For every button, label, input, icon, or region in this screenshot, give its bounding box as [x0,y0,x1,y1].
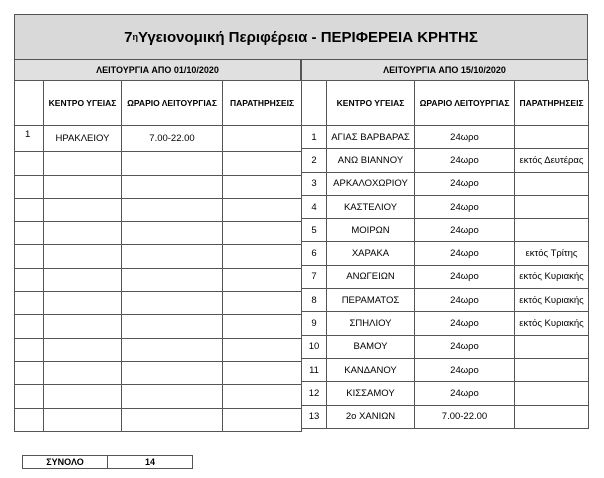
table-cell: εκτός Τρίτης [515,242,589,265]
table-cell [223,245,302,268]
table-row [15,175,302,198]
right-header-cell: ΚΕΝΤΡΟ ΥΓΕΙΑΣ [327,81,415,126]
table-cell [122,245,223,268]
table-cell [223,385,302,408]
table-row [302,265,589,288]
table-cell: 24ωρο [415,265,515,288]
table-cell [223,338,302,361]
table-cell: 7.00-22.00 [415,405,515,428]
table-cell [515,195,589,218]
table-cell [223,292,302,315]
left-header-cell: ΩΡΑΡΙΟ ΛΕΙΤΟΥΡΓΙΑΣ [122,81,223,126]
table-cell: 24ωρο [415,358,515,381]
table-cell: 9 [302,312,327,335]
right-header-cell [302,81,327,126]
table-cell: ΒΑΜΟΥ [327,335,415,358]
table-cell [44,198,122,221]
table-cell: 2ο ΧΑΝΙΩΝ [327,405,415,428]
title-prefix: 7 [124,28,133,46]
table-cell [515,219,589,242]
table-cell [122,408,223,431]
table-row [302,172,589,195]
table-cell: 24ωρο [415,172,515,195]
table-cell [122,315,223,338]
table-cell: 24ωρο [415,195,515,218]
total-label: ΣΥΝΟΛΟ [23,456,108,469]
table-cell [15,408,44,431]
table-cell: 24ωρο [415,242,515,265]
table-cell [515,335,589,358]
right-table [301,80,589,429]
schedule-sheet [14,14,588,432]
table-cell: ΑΓΙΑΣ ΒΑΡΒΑΡΑΣ [327,126,415,149]
table-cell: 8 [302,289,327,312]
table-cell [15,245,44,268]
table-row [15,198,302,221]
table-cell: 7 [302,265,327,288]
table-cell [44,315,122,338]
table-cell: εκτός Κυριακής [515,312,589,335]
table-cell: εκτός Κυριακής [515,265,589,288]
table-cell: 13 [302,405,327,428]
table-cell [15,175,44,198]
table-cell [122,268,223,291]
table-cell: 7.00-22.00 [122,126,223,152]
table-cell: ΑΝΩΓΕΙΩΝ [327,265,415,288]
table-row [15,338,302,361]
table-cell [44,361,122,384]
table-cell [44,385,122,408]
table-cell [44,268,122,291]
table-row [15,222,302,245]
table-cell [515,405,589,428]
table-cell: ΣΠΗΛΙΟΥ [327,312,415,335]
table-row [15,268,302,291]
table-cell: 24ωρο [415,219,515,242]
table-cell [44,408,122,431]
table-row [15,315,302,338]
table-cell: 24ωρο [415,312,515,335]
table-cell: ΚΙΣΣΑΜΟΥ [327,382,415,405]
table-cell [223,152,302,175]
left-table [14,80,302,432]
table-cell [15,338,44,361]
table-cell [15,222,44,245]
table-cell: 24ωρο [415,382,515,405]
right-section-header: ΛΕΙΤΟΥΡΓΙΑ ΑΠΟ 15/10/2020 [301,59,588,81]
table-row [302,289,589,312]
table-cell [223,408,302,431]
table-row [302,195,589,218]
table-row [302,219,589,242]
table-row [302,149,589,172]
table-cell: 24ωρο [415,126,515,149]
table-row [302,312,589,335]
table-cell: ΚΑΝΔΑΝΟΥ [327,358,415,381]
table-row [302,126,589,149]
table-row [15,152,302,175]
table-row [302,358,589,381]
table-cell: 6 [302,242,327,265]
table-cell [15,292,44,315]
table-cell: 2 [302,149,327,172]
table-row [302,405,589,428]
table-cell: ΗΡΑΚΛΕΙΟΥ [44,126,122,152]
table-cell [44,222,122,245]
table-cell [223,361,302,384]
table-row [302,382,589,405]
table-cell [515,172,589,195]
table-cell [122,175,223,198]
table-row [15,385,302,408]
right-header-row [302,81,589,126]
table-row [302,242,589,265]
table-cell [15,315,44,338]
table-cell: ΑΝΩ ΒΙΑΝΝΟΥ [327,149,415,172]
table-cell: 12 [302,382,327,405]
table-cell: 5 [302,219,327,242]
table-cell [223,126,302,152]
table-cell [15,152,44,175]
table-cell [15,361,44,384]
table-cell [122,385,223,408]
table-cell [515,382,589,405]
table-cell: ΠΕΡΑΜΑΤΟΣ [327,289,415,312]
table-cell: 24ωρο [415,335,515,358]
table-cell [122,292,223,315]
left-header-row [15,81,302,126]
table-cell [122,152,223,175]
left-header-cell [15,81,44,126]
table-cell: 10 [302,335,327,358]
table-cell [122,338,223,361]
table-cell [122,361,223,384]
table-cell [15,385,44,408]
table-cell: εκτός Κυριακής [515,289,589,312]
table-cell [223,198,302,221]
table-cell [15,198,44,221]
table-cell [122,222,223,245]
table-row [15,292,302,315]
table-cell [44,152,122,175]
table-cell [15,268,44,291]
table-cell: 11 [302,358,327,381]
table-cell [44,245,122,268]
table-cell: ΜΟΙΡΩΝ [327,219,415,242]
table-cell: 4 [302,195,327,218]
total-value: 14 [108,456,193,469]
table-cell [44,175,122,198]
title-superscript: η [132,32,138,42]
table-row [15,245,302,268]
table-cell [122,198,223,221]
table-cell [44,292,122,315]
title-text: Υγειονομική Περιφέρεια - ΠΕΡΙΦΕΡΕΙΑ ΚΡΗΤΗΣ [137,28,478,46]
table-cell: 3 [302,172,327,195]
left-header-cell: ΚΕΝΤΡΟ ΥΓΕΙΑΣ [44,81,122,126]
table-row [302,335,589,358]
table-cell: ΚΑΣΤΕΛΙΟΥ [327,195,415,218]
left-section-header: ΛΕΙΤΟΥΡΓΙΑ ΑΠΟ 01/10/2020 [14,59,301,81]
table-row [15,361,302,384]
table-cell: 24ωρο [415,149,515,172]
table-cell [44,338,122,361]
table-row [15,408,302,431]
right-header-cell: ΩΡΑΡΙΟ ΛΕΙΤΟΥΡΓΙΑΣ [415,81,515,126]
table-row [15,126,302,152]
table-cell [515,358,589,381]
table-cell: ΑΡΚΑΛΟΧΩΡΙΟΥ [327,172,415,195]
total-table [22,455,193,469]
page-title [14,14,588,60]
table-cell [515,126,589,149]
table-cell [223,222,302,245]
left-header-cell: ΠΑΡΑΤΗΡΗΣΕΙΣ [223,81,302,126]
table-cell [223,268,302,291]
table-cell: εκτός Δευτέρας [515,149,589,172]
right-header-cell: ΠΑΡΑΤΗΡΗΣΕΙΣ [515,81,589,126]
table-cell: ΧΑΡΑΚΑ [327,242,415,265]
table-cell: 1 [15,126,44,152]
table-cell: 24ωρο [415,289,515,312]
table-cell: 1 [302,126,327,149]
table-cell [223,175,302,198]
table-cell [223,315,302,338]
